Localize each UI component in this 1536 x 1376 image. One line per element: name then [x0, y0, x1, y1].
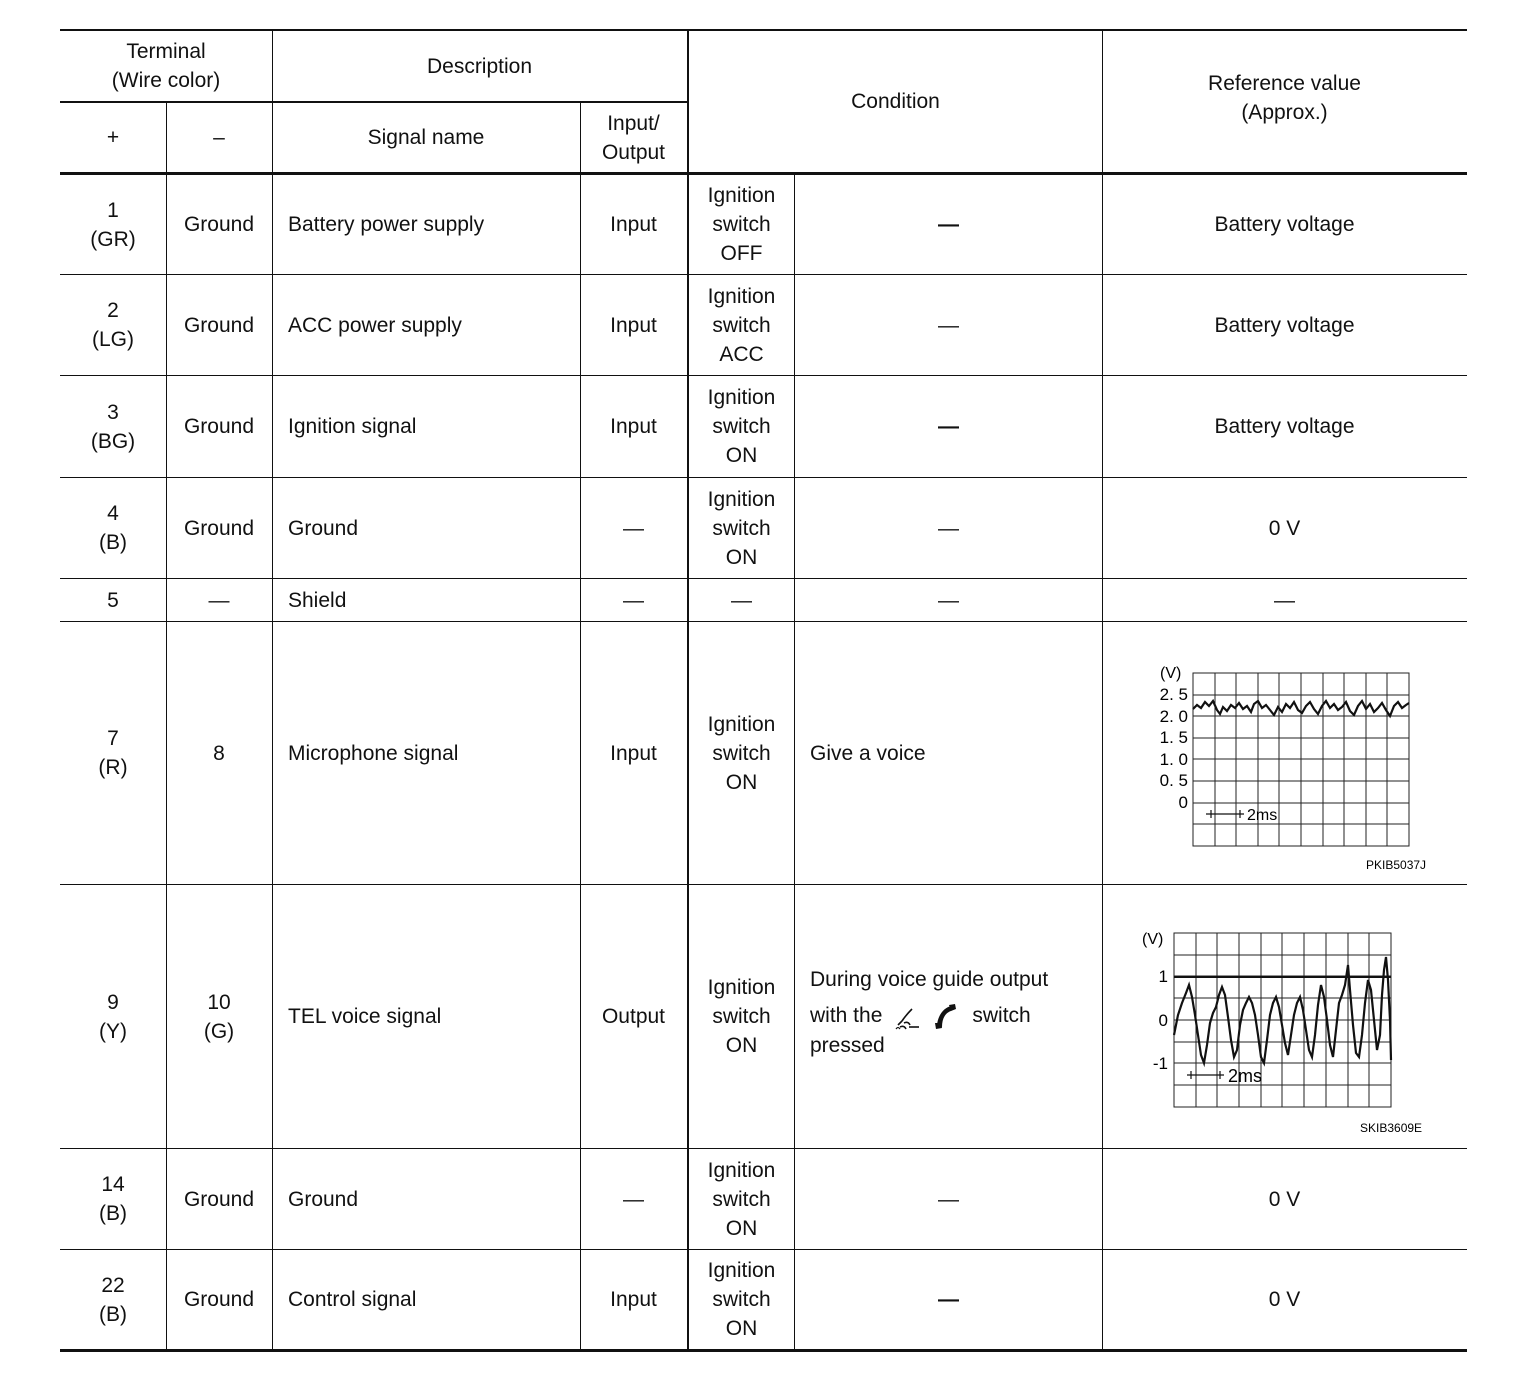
condition-detail-text: — — [938, 1187, 959, 1211]
header-text: (Approx.) — [1241, 101, 1328, 124]
condition-detail — [810, 962, 1100, 1064]
condition-text: switch — [712, 741, 771, 765]
signal-name-text: ACC power supply — [288, 313, 462, 337]
y-tick: 1 — [1158, 967, 1168, 986]
condition-text: Ignition — [707, 1259, 776, 1282]
time-scale-label: 2ms — [1228, 1066, 1263, 1086]
condition-text: OFF — [720, 242, 763, 265]
header-text: Output — [601, 140, 666, 164]
condition-text: switch — [712, 415, 771, 438]
wire-color: (GR) — [90, 227, 136, 251]
condition-text: Ignition — [707, 184, 776, 207]
reference-value — [1102, 478, 1467, 578]
header-text: – — [213, 126, 225, 149]
condition-switch — [689, 275, 794, 375]
input-output — [580, 1250, 687, 1349]
condition-text: Ignition — [707, 1158, 776, 1182]
io-text: — — [623, 516, 644, 540]
terminal-plus — [60, 622, 166, 884]
terminal-minus — [166, 175, 272, 274]
reference-value — [1102, 1149, 1467, 1249]
y-tick: 2. 0 — [1159, 707, 1188, 726]
terminal-minus-text: Ground — [183, 516, 255, 540]
condition-text: Ignition — [707, 976, 776, 999]
condition-detail-text: — — [938, 588, 959, 612]
condition-detail — [795, 275, 1102, 375]
terminal-number: 7 — [107, 727, 119, 750]
wire-color: (G) — [203, 1019, 235, 1043]
condition-detail-text: During voice guide output — [810, 968, 1049, 991]
terminal-minus-text: 8 — [213, 741, 225, 765]
terminal-plus — [60, 885, 166, 1148]
input-output — [580, 478, 687, 578]
condition-detail — [795, 478, 1102, 578]
condition-detail — [795, 1250, 1102, 1349]
signal-name-text: Ground — [288, 516, 359, 540]
signal-name — [272, 1250, 580, 1349]
header-text: Description — [426, 54, 533, 78]
terminal-plus — [60, 376, 166, 477]
reference-value — [1102, 275, 1467, 375]
condition-text: ACC — [719, 342, 764, 366]
condition-detail — [795, 1149, 1102, 1249]
condition-detail-text: — — [938, 313, 959, 337]
terminal-plus — [60, 478, 166, 578]
terminal-minus — [166, 579, 272, 621]
condition-switch — [689, 376, 794, 477]
terminal-number: 9 — [107, 990, 119, 1014]
condition-text: switch — [712, 1005, 771, 1028]
terminal-number: 14 — [101, 1173, 125, 1196]
time-scale-marker — [1206, 810, 1244, 818]
condition-text: ON — [725, 545, 758, 569]
io-text: — — [623, 588, 644, 612]
condition-text: Ignition — [707, 284, 776, 308]
condition-detail-text: pressed — [810, 1034, 885, 1057]
io-text: Input — [610, 741, 657, 765]
condition-detail-text: — — [938, 415, 959, 438]
reference-value-text: 0 V — [1268, 1187, 1301, 1211]
y-tick: -1 — [1152, 1054, 1168, 1073]
terminal-plus — [60, 1250, 166, 1349]
wire-color: (B) — [99, 1202, 127, 1225]
reference-value — [1102, 175, 1467, 274]
io-text: Input — [610, 1288, 657, 1311]
terminal-minus-text: Ground — [183, 313, 255, 337]
header-condition — [689, 31, 1102, 172]
signal-name-text: Ignition signal — [288, 415, 417, 438]
condition-text: — — [731, 588, 752, 612]
io-text: Output — [601, 1005, 666, 1028]
condition-switch — [689, 622, 794, 884]
condition-switch — [689, 579, 794, 621]
condition-detail — [795, 376, 1102, 477]
condition-switch — [689, 478, 794, 578]
tel-voice-waveform-graph — [1102, 885, 1467, 1148]
signal-name — [272, 579, 580, 621]
input-output — [580, 622, 687, 884]
signal-name-text: TEL voice signal — [288, 1005, 442, 1028]
wire-color: (B) — [99, 531, 127, 554]
terminal-minus-text: Ground — [183, 1288, 255, 1311]
condition-text: switch — [712, 1288, 771, 1311]
reference-value — [1102, 1250, 1467, 1349]
graph-grid — [1193, 673, 1409, 846]
input-output — [580, 376, 687, 477]
header-text: (Wire color) — [111, 69, 221, 92]
reference-value-text: Battery voltage — [1214, 415, 1355, 438]
input-output — [580, 275, 687, 375]
input-output — [580, 579, 687, 621]
figure-code: PKIB5037J — [1366, 858, 1427, 872]
header-signal-name — [272, 103, 580, 172]
condition-detail-text: with the — [810, 1004, 883, 1027]
signal-name-text: Microphone signal — [288, 741, 459, 765]
header-input-output — [580, 103, 687, 172]
header-text: Input/ — [607, 111, 660, 135]
terminal-number: 5 — [107, 588, 119, 612]
wire-color: (BG) — [90, 429, 136, 453]
terminal-minus — [166, 622, 272, 884]
condition-switch — [689, 885, 794, 1148]
reference-value-text: Battery voltage — [1214, 313, 1355, 337]
signal-name — [272, 1149, 580, 1249]
header-reference — [1102, 31, 1467, 172]
terminal-minus — [166, 885, 272, 1148]
figure-code: SKIB3609E — [1360, 1121, 1423, 1135]
header-description — [272, 31, 687, 101]
terminal-minus-text: Ground — [183, 213, 255, 236]
voice-recognition-icon — [892, 1001, 922, 1031]
condition-detail-text: — — [938, 516, 959, 540]
graph-unit: (V) — [1142, 931, 1164, 948]
terminal-minus — [166, 1149, 272, 1249]
condition-detail — [794, 622, 1102, 884]
terminal-minus — [166, 1250, 272, 1349]
phone-handset-icon — [930, 1001, 960, 1031]
terminal-minus-text: 10 — [207, 990, 231, 1014]
signal-name — [272, 275, 580, 375]
signal-name — [272, 376, 580, 477]
reference-value-text: 0 V — [1268, 1288, 1301, 1311]
condition-switch — [689, 175, 794, 274]
header-text: Condition — [851, 90, 940, 113]
terminal-number: 3 — [107, 400, 119, 424]
io-text: Input — [610, 213, 657, 236]
terminal-plus — [60, 1149, 166, 1249]
terminal-minus — [166, 478, 272, 578]
condition-text: ON — [725, 1034, 758, 1057]
header-text: Terminal — [126, 40, 206, 63]
signal-name-text: Shield — [288, 588, 347, 612]
wire-color: (Y) — [99, 1019, 127, 1043]
condition-detail-text: switch — [972, 1004, 1031, 1027]
y-tick: 0. 5 — [1159, 771, 1188, 790]
condition-text: Ignition — [707, 712, 776, 736]
condition-detail — [795, 579, 1102, 621]
y-tick: 0 — [1178, 793, 1188, 812]
graph-unit: (V) — [1160, 665, 1182, 682]
terminal-number: 4 — [107, 502, 119, 525]
terminal-minus-text: Ground — [183, 415, 255, 438]
condition-detail-text: Give a voice — [810, 741, 926, 765]
header-text: + — [106, 126, 120, 149]
input-output — [580, 885, 687, 1148]
condition-text: switch — [712, 1187, 771, 1211]
reference-value — [1102, 579, 1467, 621]
wire-color: (R) — [98, 756, 128, 779]
input-output — [580, 1149, 687, 1249]
io-text: — — [623, 1187, 644, 1211]
header-text: Reference value — [1208, 72, 1361, 95]
microphone-waveform-graph — [1102, 622, 1467, 884]
terminal-minus-text: — — [208, 588, 230, 612]
terminal-plus — [60, 275, 166, 375]
signal-name — [272, 478, 580, 578]
condition-text: ON — [725, 1317, 758, 1340]
signal-name-text: Control signal — [288, 1288, 417, 1311]
condition-detail — [795, 175, 1102, 274]
condition-text: Ignition — [707, 386, 776, 409]
condition-text: ON — [725, 770, 758, 794]
reference-value-text: Battery voltage — [1214, 213, 1355, 236]
input-output — [580, 175, 687, 274]
time-scale-marker — [1187, 1071, 1224, 1079]
condition-text: Ignition — [707, 487, 776, 511]
terminal-minus — [166, 275, 272, 375]
condition-text: switch — [712, 313, 771, 337]
io-text: Input — [610, 415, 657, 438]
condition-text: ON — [725, 1216, 758, 1240]
time-scale-label: 2ms — [1247, 807, 1278, 824]
reference-value-text: — — [1274, 588, 1295, 612]
condition-detail-text: — — [938, 213, 959, 236]
condition-text: switch — [712, 213, 771, 236]
signal-name — [272, 622, 580, 884]
terminal-number: 2 — [107, 299, 119, 322]
terminal-plus — [60, 175, 166, 274]
wire-color: (B) — [99, 1302, 127, 1326]
signal-name — [272, 885, 580, 1148]
io-text: Input — [610, 313, 657, 337]
signal-name-text: Battery power supply — [288, 213, 485, 236]
y-tick: 1. 0 — [1159, 750, 1188, 769]
terminal-minus — [166, 376, 272, 477]
condition-switch — [689, 1250, 794, 1349]
signal-name — [272, 175, 580, 274]
signal-name-text: Ground — [288, 1187, 359, 1211]
y-tick: 2. 5 — [1159, 685, 1188, 704]
header-text: Signal name — [367, 126, 485, 149]
y-tick: 0 — [1158, 1011, 1168, 1030]
terminal-number: 22 — [101, 1273, 125, 1297]
header-terminal — [60, 31, 272, 101]
condition-detail-text: — — [938, 1288, 959, 1311]
graph-grid — [1174, 933, 1391, 1107]
reference-value — [1102, 376, 1467, 477]
terminal-number: 1 — [107, 198, 119, 222]
header-plus — [60, 103, 166, 172]
reference-value-text: 0 V — [1268, 516, 1301, 540]
condition-text: ON — [725, 444, 758, 467]
condition-text: switch — [712, 516, 771, 540]
terminal-plus — [60, 579, 166, 621]
header-minus — [166, 103, 272, 172]
condition-switch — [689, 1149, 794, 1249]
y-tick: 1. 5 — [1159, 728, 1188, 747]
wire-color: (LG) — [92, 328, 134, 351]
terminal-minus-text: Ground — [183, 1187, 255, 1211]
